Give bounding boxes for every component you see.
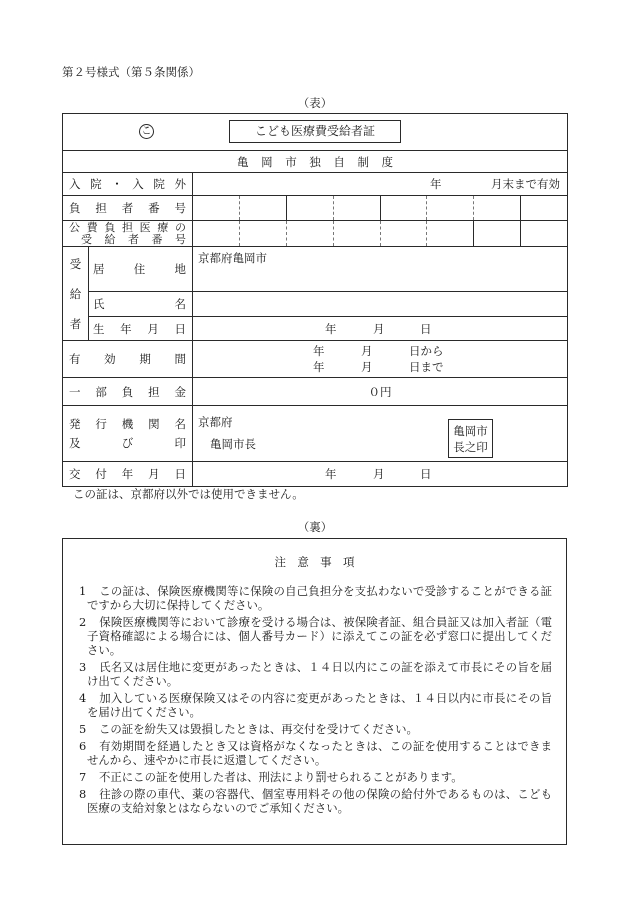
note-text: 往診の際の車代、薬の容器代、個室専用料その他の保険の給付外であるものは、こども医療の支給対象とはならないのでご承知ください。 bbox=[87, 787, 552, 815]
note-number: 3 bbox=[79, 660, 87, 674]
payer-number-digit-cell bbox=[286, 196, 333, 221]
note-number: 7 bbox=[79, 770, 87, 784]
issue-year-unit: 年 bbox=[325, 467, 337, 481]
notes-list bbox=[79, 584, 552, 818]
validity-value-cell bbox=[193, 341, 568, 378]
payer-number-digit-cell bbox=[333, 196, 380, 221]
usage-note: この証は、京都府以外では使用できません。 bbox=[73, 487, 304, 501]
note-item bbox=[79, 722, 552, 736]
issuer-prefecture: 京都府 bbox=[198, 415, 233, 429]
seal-line1: 亀岡市 bbox=[453, 424, 488, 438]
copayment-value: ０円 bbox=[368, 384, 392, 399]
validity-to-year: 年 bbox=[313, 360, 325, 374]
program-cell bbox=[63, 151, 568, 173]
recipient-number-digit-cell bbox=[239, 221, 286, 247]
recipient-number-blank-cell bbox=[521, 221, 568, 247]
front-side-label: （表） bbox=[297, 96, 333, 110]
validity-row bbox=[63, 341, 568, 378]
note-item bbox=[79, 584, 552, 612]
payer-number-label: 負担者番号 bbox=[69, 201, 186, 215]
birth-day-unit: 日 bbox=[420, 322, 432, 336]
recipient-number-digit-cell bbox=[474, 221, 521, 247]
note-text: この証を紛失又は毀損したときは、再交付を受けてください。 bbox=[99, 722, 418, 736]
recipient-birth-row bbox=[63, 317, 568, 341]
inpatient-label: 入院・入院外 bbox=[69, 177, 186, 191]
inpatient-label-cell bbox=[63, 173, 193, 196]
inpatient-valid-until: 月末まで有効 bbox=[491, 177, 560, 191]
note-number: 4 bbox=[79, 691, 87, 705]
recipient-group-label-cell bbox=[63, 247, 89, 341]
payer-number-digit-cell bbox=[239, 196, 286, 221]
program-subtitle: 亀岡市独自制度 bbox=[237, 154, 394, 169]
title-row bbox=[63, 114, 568, 151]
validity-to-day: 日まで bbox=[409, 360, 444, 374]
issue-date-value-cell bbox=[193, 462, 568, 487]
recipient-number-digit-cell bbox=[286, 221, 333, 247]
note-item bbox=[79, 739, 552, 767]
birth-label-cell bbox=[89, 317, 193, 341]
issuer-label-line1: 発行機関名 bbox=[69, 416, 186, 431]
name-label: 氏名 bbox=[93, 297, 186, 311]
recipient-address-row bbox=[63, 247, 568, 292]
recipient-number-row bbox=[63, 221, 568, 247]
address-label: 居住地 bbox=[93, 262, 186, 276]
issuer-mayor: 亀岡市長 bbox=[210, 437, 256, 451]
note-number: 5 bbox=[79, 722, 87, 736]
birth-year-unit: 年 bbox=[325, 322, 337, 336]
note-item bbox=[79, 615, 552, 657]
copayment-value-cell bbox=[193, 378, 568, 406]
name-value-cell bbox=[193, 292, 568, 317]
notes-heading-row bbox=[63, 555, 566, 569]
title-cell bbox=[63, 114, 568, 151]
note-number: 8 bbox=[79, 787, 87, 801]
recipient-number-label-cell bbox=[63, 221, 193, 247]
validity-from-year: 年 bbox=[313, 344, 325, 358]
note-item bbox=[79, 691, 552, 719]
recipient-number-digit-cell bbox=[193, 221, 240, 247]
validity-to-month: 月 bbox=[361, 360, 373, 374]
payer-number-digit-cell bbox=[521, 196, 568, 221]
seal-line2: 長之印 bbox=[453, 440, 488, 454]
inpatient-year: 年 bbox=[430, 177, 442, 191]
circle-mark: こ bbox=[139, 124, 154, 139]
payer-number-digit-cell bbox=[193, 196, 240, 221]
form-number: 第２号様式（第５条関係） bbox=[62, 65, 200, 79]
note-item bbox=[79, 770, 552, 784]
name-label-cell bbox=[89, 292, 193, 317]
recipient-number-digit-cell bbox=[333, 221, 380, 247]
recipient-number-digit-cell bbox=[427, 221, 474, 247]
certificate-front-table bbox=[62, 113, 568, 487]
birth-value-cell bbox=[193, 317, 568, 341]
address-value: 京都府亀岡市 bbox=[198, 251, 267, 265]
address-value-cell bbox=[193, 247, 568, 292]
notes-heading: 注意事項 bbox=[274, 555, 355, 569]
certificate-title: こども医療費受給者証 bbox=[229, 120, 401, 143]
program-row bbox=[63, 151, 568, 173]
recipient-number-label-line2: 受給者番号 bbox=[81, 232, 186, 246]
birth-month-unit: 月 bbox=[373, 322, 385, 336]
validity-from-day: 日から bbox=[409, 344, 444, 358]
payer-number-label-cell bbox=[63, 196, 193, 221]
copayment-label-cell bbox=[63, 378, 193, 406]
validity-label-cell bbox=[63, 341, 193, 378]
issuer-label-cell bbox=[63, 406, 193, 462]
note-text: 氏名又は居住地に変更があったときは、１４日以内にこの証を添えて市長にその旨を届け出てください。 bbox=[87, 660, 552, 688]
inpatient-value-cell bbox=[193, 173, 568, 196]
issue-date-label: 交付年月日 bbox=[69, 467, 186, 481]
issue-date-row bbox=[63, 462, 568, 487]
inpatient-row bbox=[63, 173, 568, 196]
copayment-row bbox=[63, 378, 568, 406]
issuer-row bbox=[63, 406, 568, 462]
note-text: 有効期間を経過したとき又は資格がなくなったときは、この証を使用することはできませんから、速やかに市長に返還してください。 bbox=[87, 739, 552, 767]
payer-number-digit-cell bbox=[380, 196, 427, 221]
note-item bbox=[79, 787, 552, 815]
recipient-number-digit-cell bbox=[380, 221, 427, 247]
issuer-value-cell bbox=[193, 406, 568, 462]
notes-box bbox=[62, 538, 567, 845]
official-seal bbox=[448, 419, 493, 458]
note-text: 加入している医療保険又はその内容に変更があったときは、１４日以内に市長にその旨を届け出てください。 bbox=[87, 691, 552, 719]
recipient-number-label-line1: 公費負担医療の bbox=[69, 220, 186, 234]
address-label-cell bbox=[89, 247, 193, 292]
payer-number-digit-cell bbox=[474, 196, 521, 221]
note-number: 1 bbox=[79, 584, 87, 598]
note-text: 不正にこの証を使用した者は、刑法により罰せられることがあります。 bbox=[99, 770, 463, 784]
note-item bbox=[79, 660, 552, 688]
birth-label: 生年月日 bbox=[93, 321, 186, 336]
note-number: 2 bbox=[79, 615, 87, 629]
recipient-group-label: 受給者 bbox=[69, 256, 82, 331]
payer-number-digit-cell bbox=[427, 196, 474, 221]
note-number: 6 bbox=[79, 739, 87, 753]
note-text: 保険医療機関等において診療を受ける場合は、被保険者証、組合員証又は加入者証（電子資格確認による場合には、個人番号カード）に添えてこの証を必ず窓口に提出してください。 bbox=[87, 615, 552, 657]
issue-date-label-cell bbox=[63, 462, 193, 487]
copayment-label: 一部負担金 bbox=[69, 384, 186, 399]
validity-from-month: 月 bbox=[361, 344, 373, 358]
back-side-label: （裏） bbox=[297, 520, 333, 534]
issue-month-unit: 月 bbox=[373, 467, 385, 481]
issuer-label-line2: 及び印 bbox=[69, 435, 186, 450]
recipient-name-row bbox=[63, 292, 568, 317]
issue-day-unit: 日 bbox=[420, 467, 432, 481]
note-text: この証は、保険医療機関等に保険の自己負担分を支払わないで受診することができる証ですから大切に保持してください。 bbox=[87, 584, 552, 612]
payer-number-row bbox=[63, 196, 568, 221]
validity-label: 有効期間 bbox=[69, 352, 186, 366]
